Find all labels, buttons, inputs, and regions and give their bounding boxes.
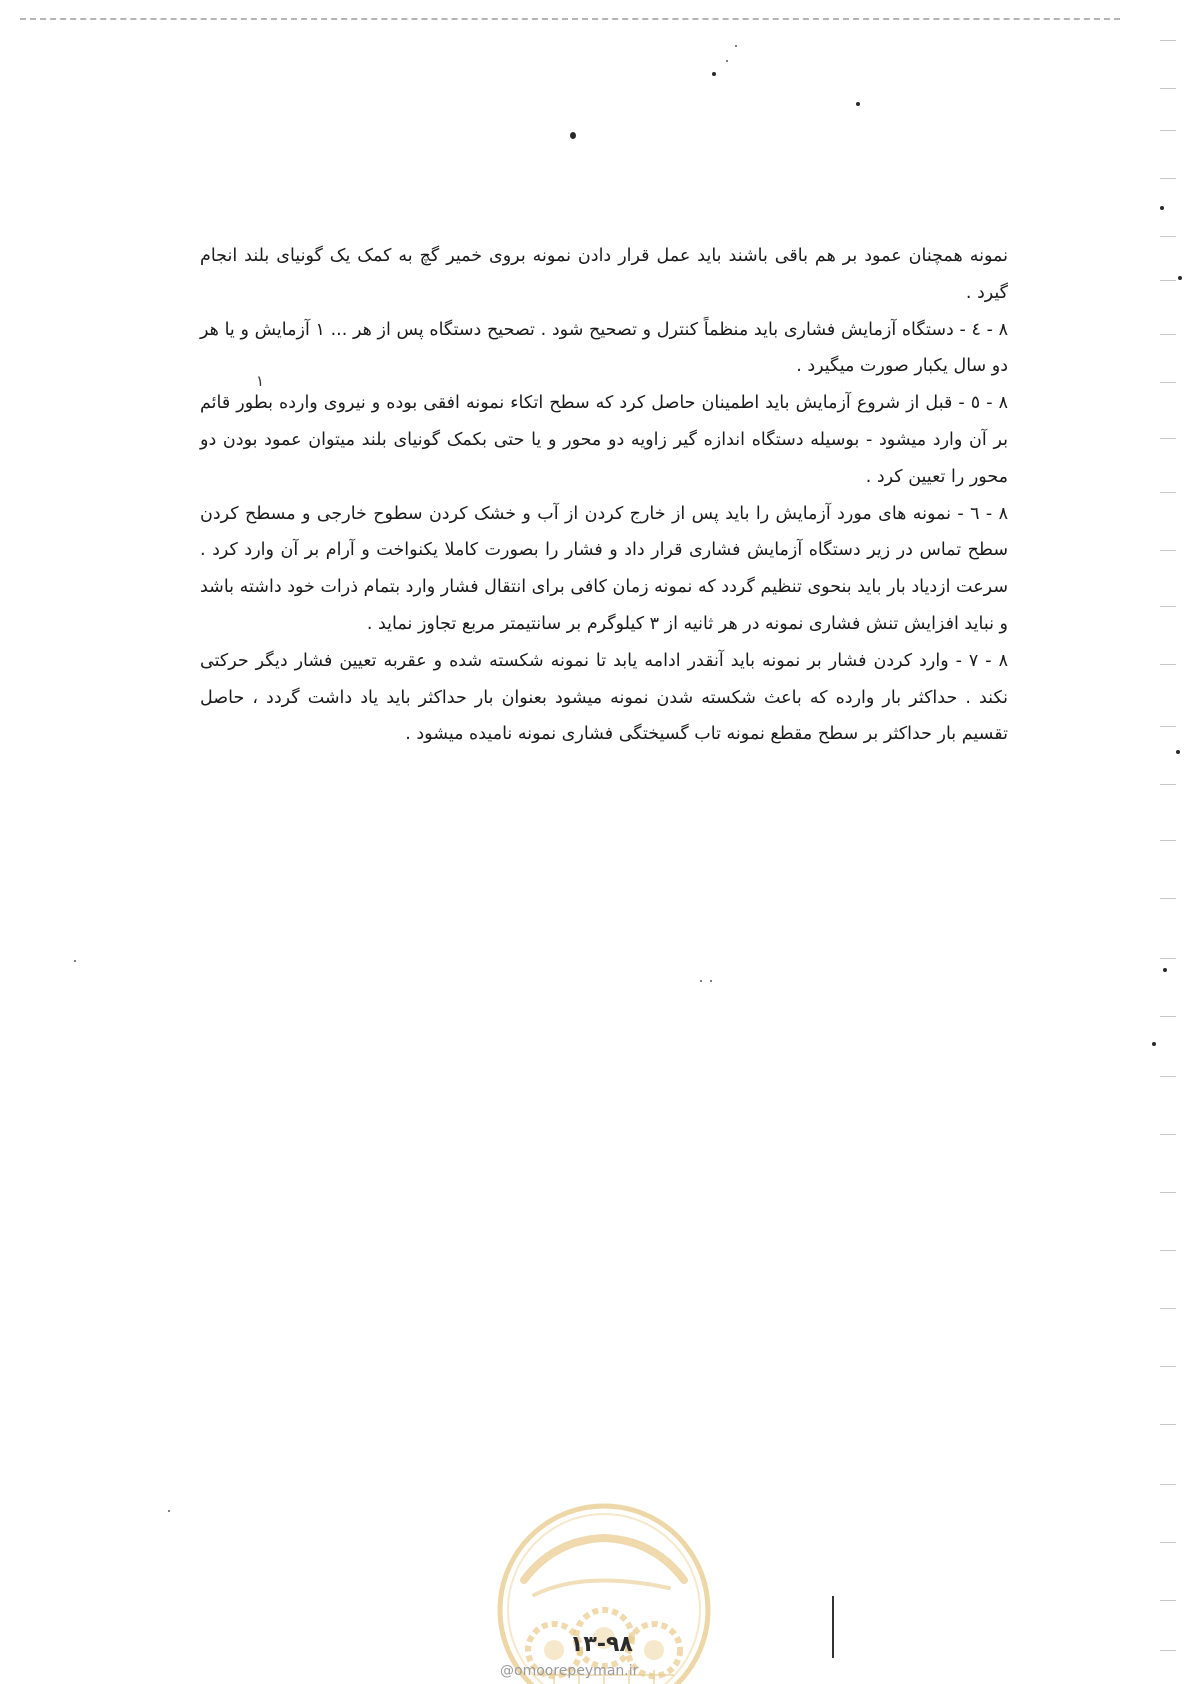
scan-speck bbox=[726, 60, 728, 62]
scan-speck bbox=[168, 1510, 170, 1512]
scan-speck bbox=[1176, 750, 1180, 754]
scan-speck bbox=[570, 132, 576, 139]
paragraph: نمونه همچنان عمود بر هم باقی باشند باید عمل قرار دادن نمونه بروی خمیر گچ به کمک یک گونیای بلند انجام گیرد . bbox=[200, 246, 1008, 303]
watermark-site: @omoorepeyman.ir bbox=[500, 1663, 639, 1679]
stray-mark: ۱ bbox=[256, 372, 265, 390]
scan-speck bbox=[1160, 206, 1164, 210]
margin-pen-line bbox=[832, 1596, 834, 1658]
paragraph: ۸ - ٥ - قبل از شروع آزمایش باید اطمینان حاصل کرد که سطح اتکاء نمونه افقی بوده و نیروی وارده بطور قائم بر آن وارد میشود - بوسیله دستگاه اندازه گیر زاویه دو محور و یا حتی بکمک گونیای بلند میتوان عمود بودن دو محور را تعیین کرد . bbox=[200, 393, 1008, 487]
scan-speck bbox=[712, 72, 716, 76]
scan-speck bbox=[700, 980, 702, 982]
scan-speck bbox=[856, 102, 860, 106]
paragraph: ۸ - ٦ - نمونه های مورد آزمایش را باید پس از خارج کردن از آب و خشک کردن سطوح خارجی و مسطح کردن سطح تماس در زیر دستگاه آزمایش فشاری قرار داد و فشار را بصورت کاملا یکنواخت و آرام بر آن وارد کرد . سرعت ازدیاد بار باید بنحوی تنظیم گردد که نمونه زمان کافی برای انتقال فشار وارد بتمام ذرات خود داشته باشد و نباید افزایش تنش فشاری نمونه در هر ثانیه از ۳ کیلوگرم بر سانتیمتر مربع تجاوز نماید . bbox=[200, 503, 1008, 634]
scan-speck bbox=[1152, 1042, 1156, 1046]
scan-speck bbox=[1178, 276, 1182, 280]
paragraph: ۸ - ٤ - دستگاه آزمایش فشاری باید منظماً کنترل و تصحیح شود . تصحیح دستگاه پس از هر ... ۱ آزمایش و یا هر دو سال یکبار صورت میگیرد . bbox=[200, 319, 1008, 377]
scan-speck bbox=[710, 980, 712, 982]
scan-speck bbox=[74, 960, 76, 962]
scan-speck bbox=[735, 45, 737, 47]
right-margin-marks bbox=[1160, 40, 1180, 1660]
paragraph: ۸ - ۷ - وارد کردن فشار بر نمونه باید آنقدر ادامه یابد تا نمونه شکسته شده و عقربه تعیین فشار دیگر حرکتی نکند . حداکثر بار وارده که باعث شکسته شدن نمونه میشود بعنوان بار حداکثر باید یاد داشت گردد ، حاصل تقسیم بار حداکثر بر سطح مقطع نمونه تاب گسیختگی فشاری نمونه نامیده میشود . bbox=[200, 650, 1008, 745]
stamp-number: ۱۳-۹۸ bbox=[570, 1632, 633, 1657]
top-scan-edge bbox=[20, 18, 1120, 20]
scan-speck bbox=[1163, 968, 1167, 972]
document-body bbox=[200, 238, 1008, 753]
